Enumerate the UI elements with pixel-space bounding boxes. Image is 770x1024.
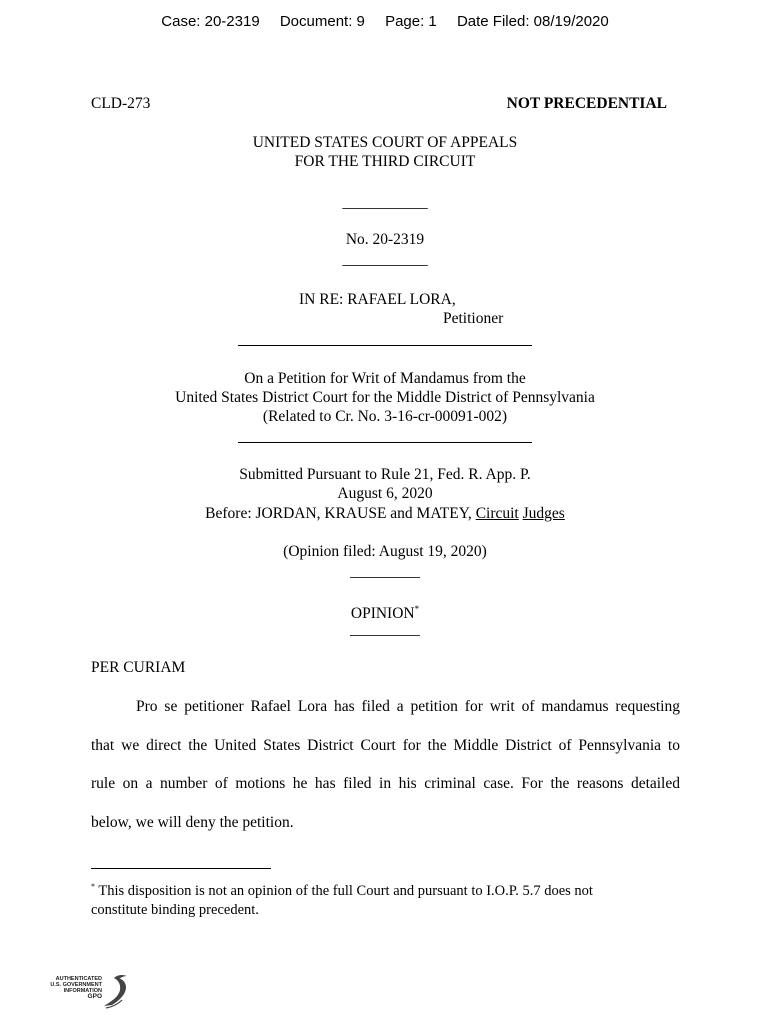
paragraph-text: rule on a number of motions he has filed in his criminal case. For the reasons detailed [91,775,680,792]
per-curiam-heading: PER CURIAM [91,659,186,676]
page-number: Page: 1 [385,13,437,30]
opinion-filed-date: (Opinion filed: August 19, 2020) [283,543,487,560]
document-code: CLD-273 [91,95,151,112]
document-number: Document: 9 [279,13,365,30]
paragraph-text: below, we will deny the petition. [91,814,294,831]
separator: _________ [350,563,420,580]
docket-number: No. 20-2319 [345,231,425,248]
paragraph-text: that we direct the United States District Court for the Middle District of Pennsylvania to [91,737,680,754]
paragraph-line [136,697,680,716]
footnote [91,877,680,920]
gpo-authentication-logo [44,972,130,1012]
panel-circuit: Circuit [475,505,519,522]
precedential-status: NOT PRECEDENTIAL [506,95,667,112]
separator: _________ [350,621,420,638]
footnote-text-line1: This disposition is not an opinion of the full Court and pursuant to I.O.P. 5.7 does not [95,882,593,899]
panel-judges [0,504,770,523]
opinion-footnote-mark: * [414,604,420,614]
case-number: Case: 20-2319 [161,13,260,30]
court-name-line2: FOR THE THIRD CIRCUIT [294,153,476,170]
logo-line3: INFORMATION [63,988,102,994]
petitioner-label: Petitioner [443,310,504,327]
submitted-date: August 6, 2020 [337,485,433,502]
panel-judges-names: Before: JORDAN, KRAUSE and MATEY, [205,505,476,522]
divider-rule [238,442,532,443]
separator: ___________ [342,251,428,268]
eagle-icon [100,972,130,1012]
petition-line1: On a Petition for Writ of Mandamus from the [244,370,526,387]
paragraph-line [91,813,680,832]
separator: ___________ [342,194,428,211]
footnote-rule [91,868,271,869]
paragraph-line [91,736,680,755]
footnote-text-line2: constitute binding precedent. [91,901,259,918]
filing-header [0,13,770,31]
footnote-mark: * [91,882,95,891]
paragraph-text: Pro se petitioner Rafael Lora has filed a petition for writ of mandamus requesting [136,698,680,715]
submitted-line: Submitted Pursuant to Rule 21, Fed. R. App. P. [239,466,531,483]
paragraph-line [91,774,680,793]
court-name-line1: UNITED STATES COURT OF APPEALS [252,134,518,151]
logo-line1: AUTHENTICATED [55,976,102,982]
logo-line4: GPO [87,993,102,1000]
divider-rule [238,345,532,346]
petition-line2: United States District Court for the Middle District of Pennsylvania [175,389,595,406]
opinion-label: OPINION [350,605,415,623]
logo-line2: U.S. GOVERNMENT [50,982,102,988]
panel-judges-word: Judges [522,505,565,522]
in-re-caption: IN RE: RAFAEL LORA, [299,291,456,308]
date-filed: Date Filed: 08/19/2020 [456,13,609,30]
petition-line3: (Related to Cr. No. 3-16-cr-00091-002) [262,408,508,425]
